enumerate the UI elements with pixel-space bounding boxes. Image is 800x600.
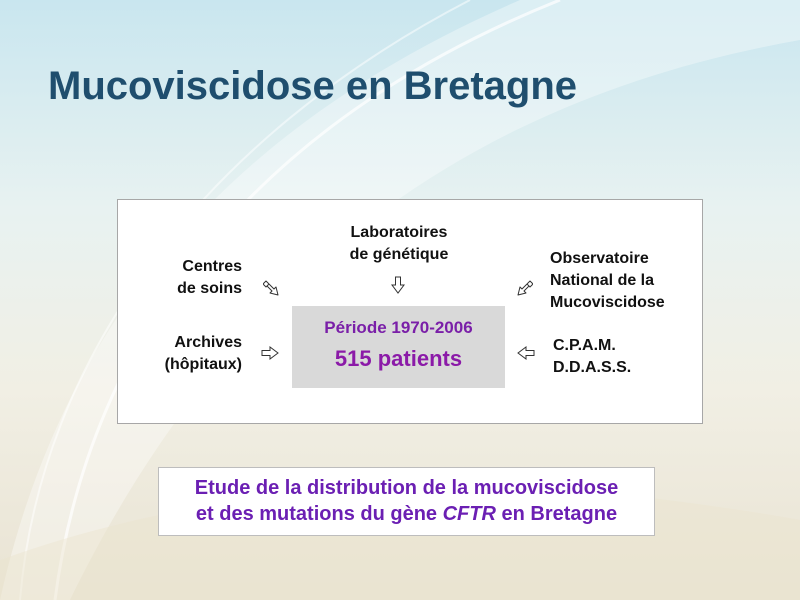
arrow-right-icon <box>261 346 279 360</box>
arrow-diagonal-down-right-icon <box>263 280 281 298</box>
label-observatoire <box>550 248 665 314</box>
study-box <box>158 467 655 536</box>
label-observatoire-line3: Mucoviscidose <box>550 294 665 311</box>
label-centres-line2: de soins <box>177 280 242 297</box>
label-cpam-line2: D.D.A.S.S. <box>553 359 632 376</box>
label-archives-line2: (hôpitaux) <box>164 356 242 373</box>
label-centres-line1: Centres <box>182 258 242 275</box>
label-centres <box>142 256 242 300</box>
period-box <box>292 306 505 388</box>
gene-name: CFTR <box>442 503 496 525</box>
study-line1: Etude de la distribution de la mucoviscidose <box>194 477 619 499</box>
label-laboratoires-line1: Laboratoires <box>350 224 448 241</box>
label-archives-line1: Archives <box>174 334 242 351</box>
label-archives <box>132 332 242 376</box>
label-cpam <box>553 335 631 379</box>
arrow-diagonal-down-left-icon <box>515 280 533 298</box>
patients-count: 515 patients <box>334 346 463 371</box>
study-line2 <box>159 501 654 527</box>
arrow-down-icon <box>391 276 405 294</box>
page-title: Mucoviscidose en Bretagne <box>48 64 578 108</box>
arrow-left-icon <box>517 346 535 360</box>
study-line2-prefix: et des mutations du gène <box>195 503 443 525</box>
label-observatoire-line2: National de la <box>550 272 655 289</box>
label-cpam-line1: C.P.A.M. <box>553 337 616 354</box>
label-laboratoires <box>336 222 462 266</box>
study-line2-suffix: en Bretagne <box>495 503 618 525</box>
label-observatoire-line1: Observatoire <box>550 250 649 267</box>
label-laboratoires-line2: de génétique <box>349 246 449 263</box>
period-label: Période 1970-2006 <box>324 318 473 337</box>
sources-panel <box>117 199 703 424</box>
